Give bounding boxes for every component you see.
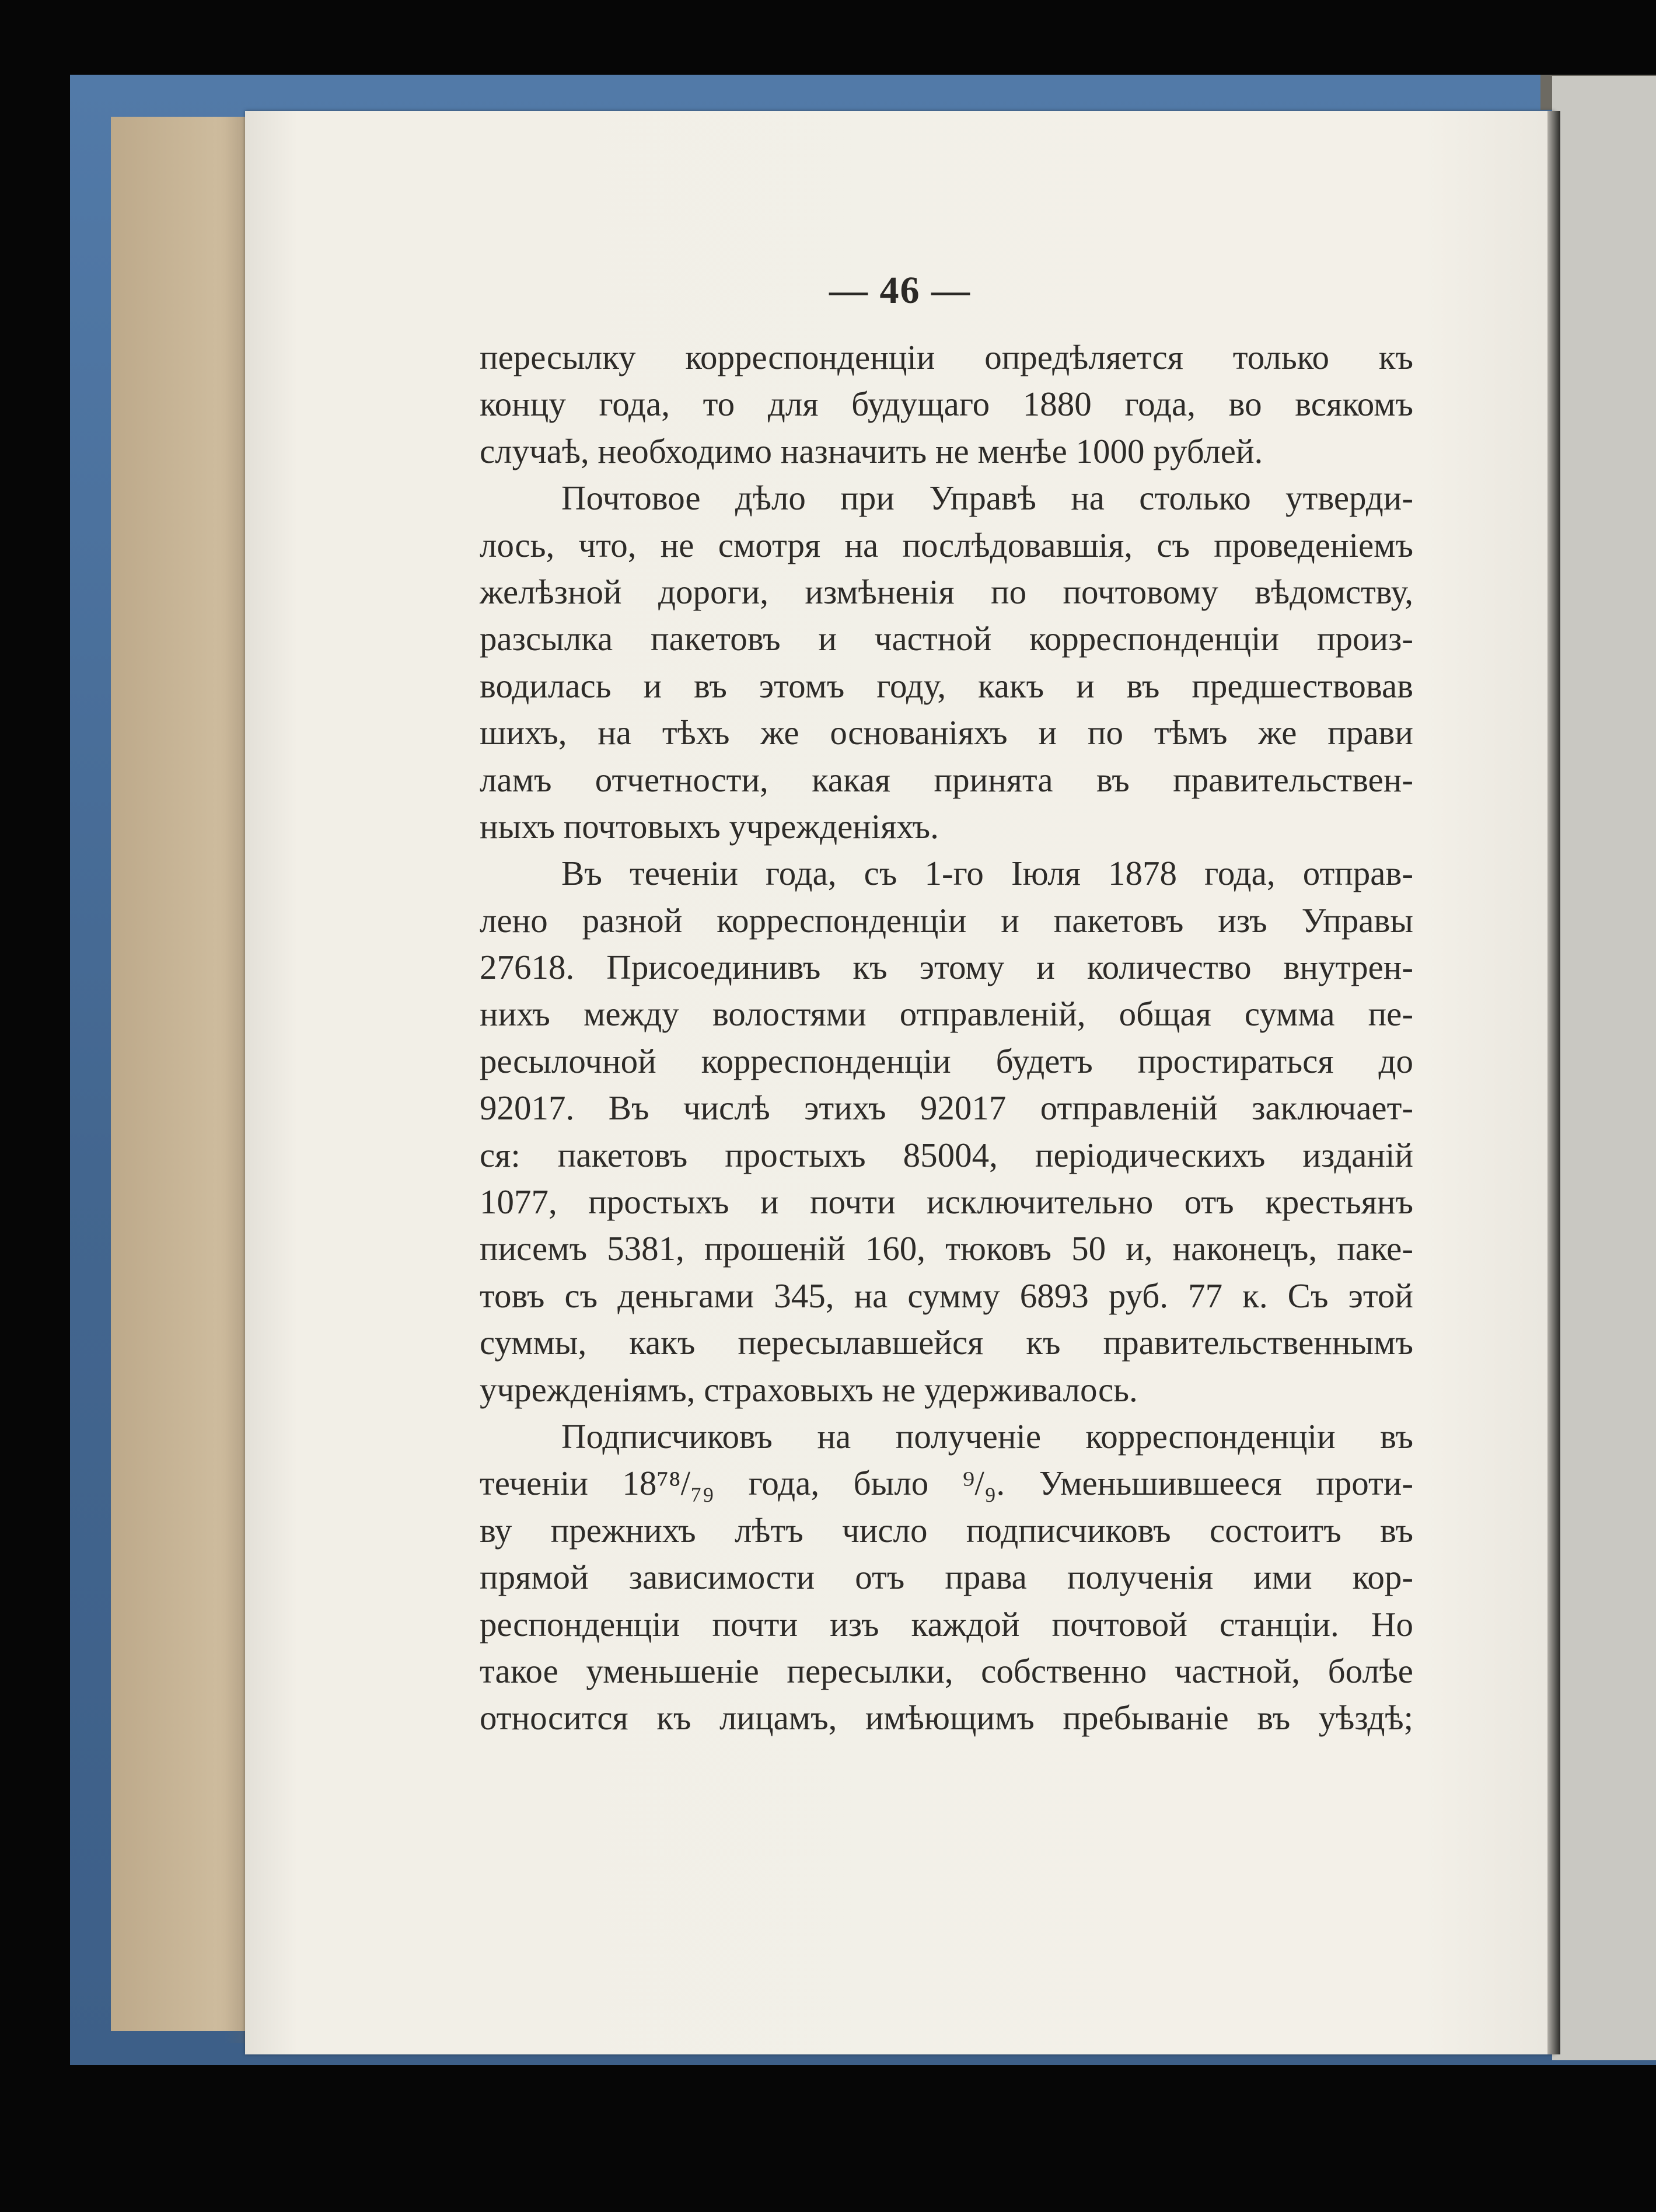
text-line: респонденціи почти изъ каждой почтовой станціи. Но xyxy=(480,1604,1413,1644)
text-line: случаѣ, необходимо назначить не менѣе 1000 рублей. xyxy=(480,431,1263,470)
page-gutter xyxy=(1547,111,1560,2054)
text-line: прямой зависимости отъ права полученія ими кор- xyxy=(480,1558,1413,1597)
text-line: пересылку корреспонденціи опредѣляется только къ xyxy=(480,338,1413,376)
paragraph-4 xyxy=(480,1413,1413,1742)
text-line: писемъ 5381, прошеній 160, тюковъ 50 и, наконецъ, паке- xyxy=(480,1229,1413,1268)
text-line: 1077, простыхъ и почти исключительно отъ крестьянъ xyxy=(480,1182,1413,1222)
text-line: разсылка пакетовъ и частной корреспонденціи произ- xyxy=(480,619,1413,658)
text-line: ресылочной корреспонденціи будетъ простираться до xyxy=(480,1041,1413,1080)
text-line: концу года, то для будущаго 1880 года, во всякомъ xyxy=(480,385,1413,424)
book-page xyxy=(245,111,1555,2054)
text-line: ламъ отчетности, какая принята въ правительствен- xyxy=(480,760,1413,799)
text-line: лось, что, не смотря на послѣдовавшія, съ проведеніемъ xyxy=(480,525,1413,564)
text-line: лено разной корреспонденціи и пакетовъ изъ Управы xyxy=(480,901,1413,940)
paragraph-3 xyxy=(480,850,1413,1413)
page-text xyxy=(480,334,1413,1742)
text-line: учрежденіямъ, страховыхъ не удерживалось. xyxy=(480,1370,1138,1409)
page-number: — 46 — xyxy=(829,269,971,312)
text-line: суммы, какъ пересылавшейся къ правительственнымъ xyxy=(480,1323,1413,1362)
text-line: относится къ лицамъ, имѣющимъ пребываніе въ уѣздѣ; xyxy=(480,1698,1413,1737)
text-line: желѣзной дороги, измѣненія по почтовому вѣдомству, xyxy=(480,572,1413,611)
text-line: 27618. Присоединивъ къ этому и количество внутрен- xyxy=(480,948,1413,987)
text-line: водилась и въ этомъ году, какъ и въ предшествовав xyxy=(480,666,1413,705)
text-line: Подписчиковъ на полученіе корреспонденціи въ xyxy=(561,1416,1413,1456)
text-line: нихъ между волостями отправленій, общая сумма пе- xyxy=(480,995,1413,1034)
text-line: такое уменьшеніе пересылки, собственно частной, болѣе xyxy=(480,1651,1413,1690)
paragraph-2 xyxy=(480,475,1413,850)
text-line: Почтовое дѣло при Управѣ на столько утверди- xyxy=(561,479,1413,518)
text-line: 92017. Въ числѣ этихъ 92017 отправленій заключает- xyxy=(480,1088,1413,1128)
text-line: товъ съ деньгами 345, на сумму 6893 руб. 77 к. Съ этой xyxy=(480,1276,1413,1315)
paragraph-1 xyxy=(480,334,1413,475)
text-line: шихъ, на тѣхъ же основаніяхъ и по тѣмъ же прави xyxy=(480,713,1413,752)
text-line: ныхъ почтовыхъ учрежденіяхъ. xyxy=(480,807,939,846)
text-line: Въ теченіи года, съ 1-го Іюля 1878 года, отправ- xyxy=(561,854,1413,893)
text-line: ся: пакетовъ простыхъ 85004, періодическихъ изданій xyxy=(480,1135,1413,1174)
text-line: теченіи 18⁷⁸/₇₉ года, было ⁹/₉. Уменьшившееся проти- xyxy=(480,1464,1413,1503)
text-line: ву прежнихъ лѣтъ число подписчиковъ состоитъ въ xyxy=(480,1510,1413,1550)
next-page-edge xyxy=(1552,76,1656,2060)
